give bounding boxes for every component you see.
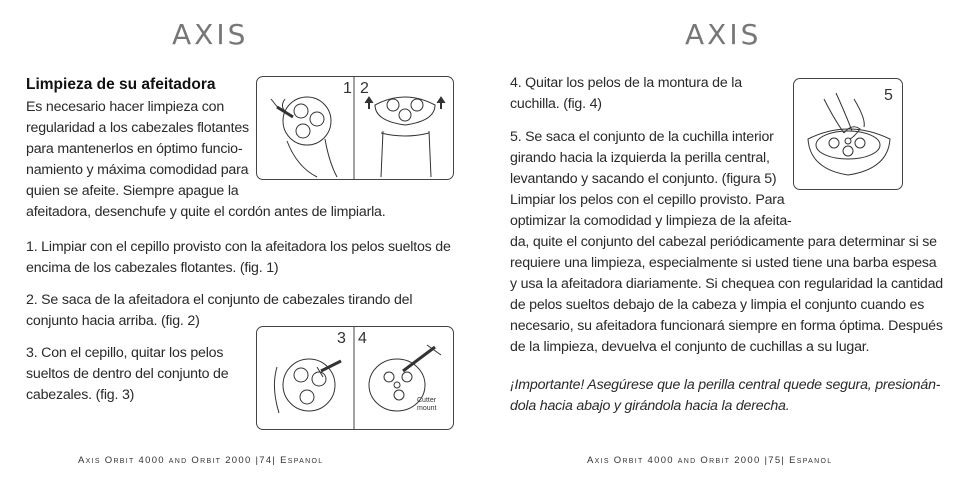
figure-1-2-illustration — [257, 77, 453, 179]
figure-1-2 — [256, 76, 454, 180]
figure-number-1: 1 — [343, 80, 352, 97]
intro-paragraph: Es necesario hacer limpieza con regularidad a los cabezales flotantes para mantenerlos en óptimo funcio- namiento y máxima comodidad para quien se afeite. Siempre apague la afeitadora, desenchufe y quite el cordón antes de limpiarla. — [26, 99, 386, 220]
figure-number-2: 2 — [360, 80, 369, 97]
figure-3-4 — [256, 326, 454, 430]
figure-3-4-illustration — [257, 327, 453, 429]
figure-number-4: 4 — [358, 330, 367, 347]
figure-number-5: 5 — [884, 87, 893, 104]
svg-text:AXIS: AXIS — [685, 18, 762, 50]
figure-5 — [793, 78, 903, 190]
step-5-paragraph: 5. Se saca el conjunto de la cuchilla interior girando hacia la izquierda la perilla central, levantando y sacando el conjunto. (figura 5) Limpiar los pelos con el cepillo provisto. Para optimizar la comodidad y limpieza de la afeita- da, quite el conjunto del cabezal periódicamente para determinar si se requiere una limpieza, especialmente si usted tiene una barba espesa y usa la afeitadora diariamente. Si chequea con regularidad la cantidad de pelos sueltos debajo de la cabeza y limpia el conjunto cuando es necesario, su afeitadora funcionará siempre en forma óptima. Después de la limpieza, devuelva el conjunto de cuchillas a su lugar. — [510, 129, 943, 355]
step-2-paragraph: 2. Se saca de la afeitadora el conjunto de cabezales tirando del conjunto hacia arriba. (fig. 2) — [26, 292, 413, 329]
right-footer: Axis Orbit 4000 and Orbit 2000 |75| Espanol — [587, 455, 833, 466]
cutter-mount-label: Cutter mount — [417, 397, 437, 412]
step-1-paragraph: 1. Limpiar con el cepillo provisto con la afeitadora los pelos sueltos de encima de los cabezales flotantes. (fig. 1) — [26, 239, 451, 276]
section-heading: Limpieza de su afeitadora — [26, 76, 216, 93]
svg-text:AXIS: AXIS — [172, 18, 249, 50]
axis-logo — [172, 18, 282, 50]
step-4-paragraph: 4. Quitar los pelos de la montura de la cuchilla. (fig. 4) — [510, 75, 742, 112]
left-footer: Axis Orbit 4000 and Orbit 2000 |74| Espanol — [78, 455, 324, 466]
figure-number-3: 3 — [337, 330, 346, 347]
step-3-paragraph: 3. Con el cepillo, quitar los pelos sueltos de dentro del conjunto de cabezales. (fig. 3) — [26, 345, 229, 403]
axis-logo — [685, 18, 795, 50]
right-page — [477, 0, 954, 477]
important-note: ¡Importante! Asegúrese que la perilla central quede segura, presionán- dola hacia abajo y girándola hacia la derecha. — [510, 377, 941, 414]
